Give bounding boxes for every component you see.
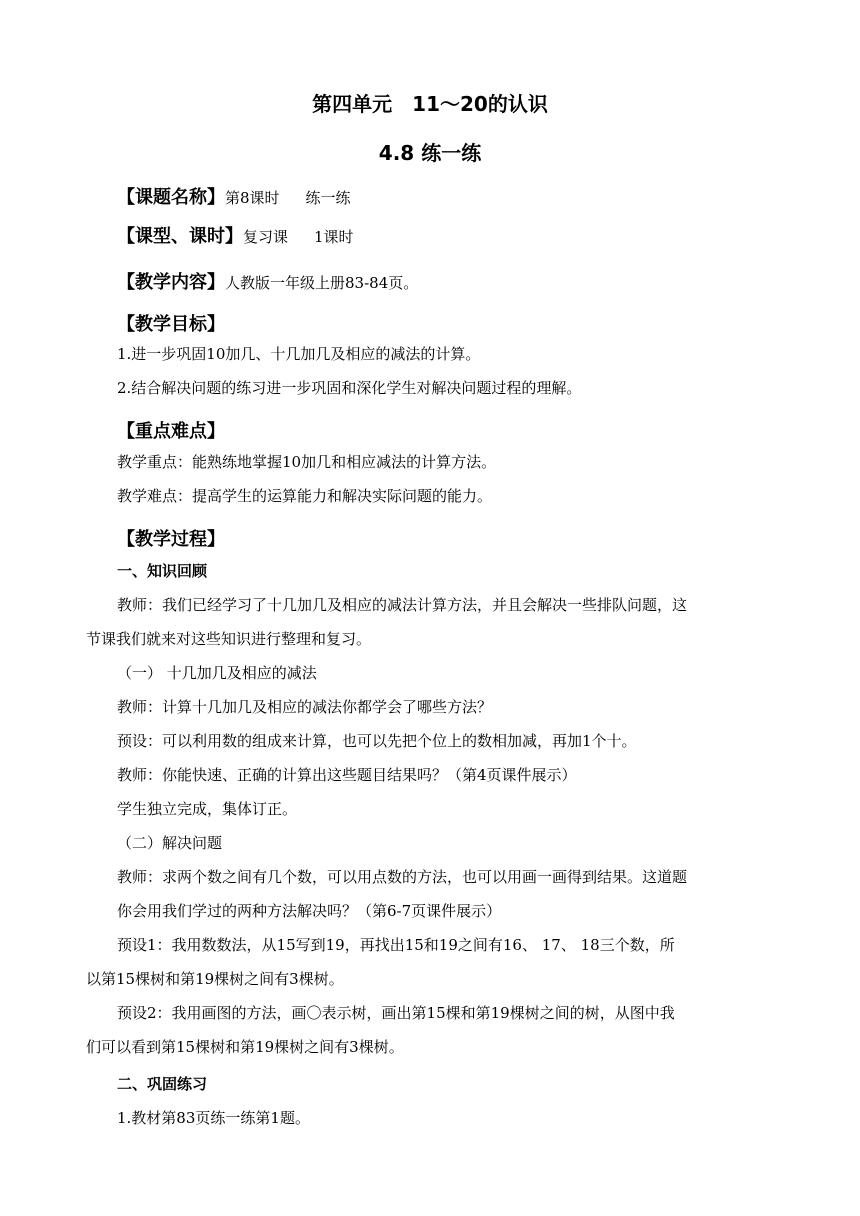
teaching-focus: 教学重点：能熟练地掌握10加几和相应减法的计算方法。 xyxy=(117,453,497,471)
type-value-a: 复习课 xyxy=(243,228,289,246)
paragraph-1-line-2: 节课我们就来对这些知识进行整理和复习。 xyxy=(86,630,372,648)
paragraph-7-line-2: 以第15棵树和第19棵树之间有3棵树。 xyxy=(86,970,344,988)
paragraph-6-line-1: 教师：求两个数之间有几个数，可以用点数的方法，也可以用画一画得到结果。这道题 xyxy=(117,868,688,886)
lesson-title: 4.8 练一练 xyxy=(378,141,482,165)
paragraph-6-line-2: 你会用我们学过的两种方法解决吗？（第6-7页课件展示） xyxy=(117,902,502,920)
subsection-2-title: （二）解决问题 xyxy=(117,834,223,852)
goal-item-2: 2.结合解决问题的练习进一步巩固和深化学生对解决问题过程的理解。 xyxy=(117,379,582,397)
paragraph-8-line-2: 们可以看到第15棵树和第19棵树之间有3棵树。 xyxy=(86,1038,404,1056)
paragraph-4: 教师：你能快速、正确的计算出这些题目结果吗？（第4页课件展示） xyxy=(117,766,577,784)
unit-title: 第四单元 11～20的认识 xyxy=(312,92,548,116)
section-review-title: 一、知识回顾 xyxy=(117,562,208,580)
topic-value-a: 第8课时 xyxy=(225,189,280,207)
topic-value-b: 练一练 xyxy=(305,189,351,207)
paragraph-2: 教师：计算十几加几及相应的减法你都学会了哪些方法？ xyxy=(117,698,493,716)
content-value: 人教版一年级上册83-84页。 xyxy=(225,274,419,292)
paragraph-5: 学生独立完成，集体订正。 xyxy=(117,800,298,818)
paragraph-7-line-1: 预设1：我用数数法，从15写到19，再找出15和19之间有16、 17、 18三个数，所 xyxy=(117,936,675,954)
section-practice-title: 二、巩固练习 xyxy=(117,1075,208,1093)
paragraph-8-line-1: 预设2：我用画图的方法，画〇表示树，画出第15棵和第19棵树之间的树，从图中我 xyxy=(117,1004,675,1022)
type-tag: 【课型、课时】 xyxy=(117,226,243,247)
paragraph-1-line-1: 教师：我们已经学习了十几加几及相应的减法计算方法，并且会解决一些排队问题，这 xyxy=(117,596,688,614)
content-tag: 【教学内容】 xyxy=(117,272,225,293)
subsection-1-title: （一） 十几加几及相应的减法 xyxy=(117,664,317,682)
keypoints-heading: 【重点难点】 xyxy=(117,421,225,442)
type-row xyxy=(117,225,354,249)
process-heading: 【教学过程】 xyxy=(117,529,225,550)
content-row xyxy=(117,271,418,295)
type-value-b: 1课时 xyxy=(314,228,354,246)
paragraph-3: 预设：可以利用数的组成来计算，也可以先把个位上的数相加减，再加1个十。 xyxy=(117,732,637,750)
paragraph-9: 1.教材第83页练一练第1题。 xyxy=(117,1109,310,1127)
goal-item-1: 1.进一步巩固10加几、十几加几及相应的减法的计算。 xyxy=(117,345,481,363)
goals-heading: 【教学目标】 xyxy=(117,314,225,335)
topic-tag: 【课题名称】 xyxy=(117,187,225,208)
teaching-difficulty: 教学难点：提高学生的运算能力和解决实际问题的能力。 xyxy=(117,487,493,505)
topic-row xyxy=(117,186,351,210)
